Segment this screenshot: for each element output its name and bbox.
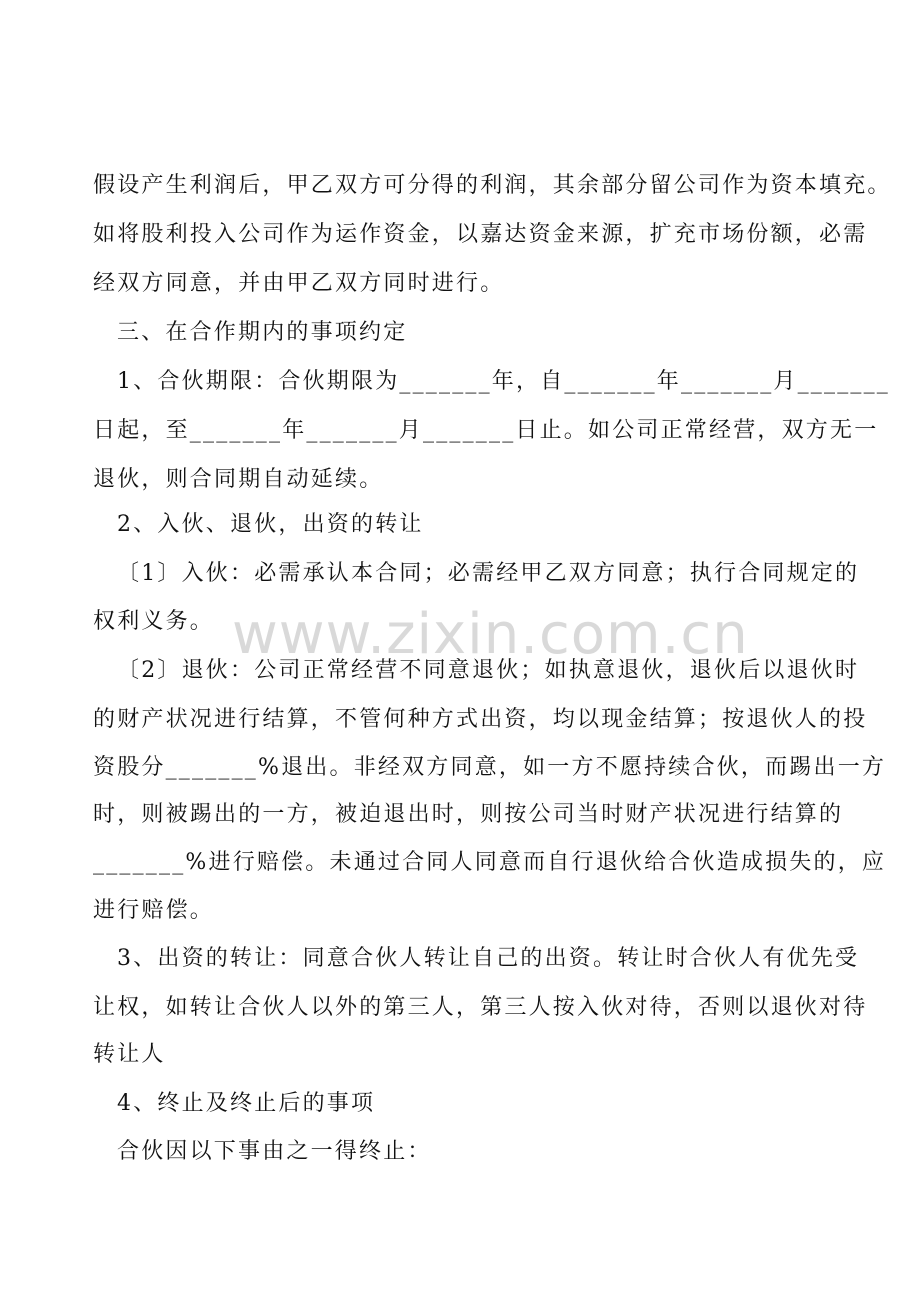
text-line: 〔1〕入伙：必需承认本合同；必需经甲乙双方同意；执行合同规定的: [117, 561, 860, 586]
section-heading: 2、入伙、退伙，出资的转让: [117, 512, 424, 537]
section-heading: 4、终止及终止后的事项: [117, 1091, 376, 1116]
text-line: 的财产状况进行结算，不管何种方式出资，均以现金结算；按退伙人的投: [93, 707, 868, 732]
section-heading: 三、在合作期内的事项约定: [117, 320, 408, 345]
text-line: 进行赔偿。: [93, 898, 215, 923]
text-line: 资股分_______%退出。非经双方同意，如一方不愿持续合伙，而踢出一方: [93, 755, 887, 780]
text-line: 合伙因以下事由之一得终止：: [117, 1139, 432, 1164]
section-heading: 3、出资的转让：同意合伙人转让自己的出资。转让时合伙人有优先受: [117, 946, 860, 971]
text-line: 日起，至_______年_______月_______日止。如公司正常经营，双方无一: [93, 418, 879, 443]
text-line: 如将股利投入公司作为运作资金，以嘉达资金来源，扩充市场份额，必需: [93, 222, 868, 247]
text-line: 转让人: [93, 1042, 166, 1067]
text-line: 〔2〕退伙：公司正常经营不同意退伙；如执意退伙，退伙后以退伙时: [117, 658, 860, 683]
text-line: 时，则被踢出的一方，被迫退出时，则按公司当时财产状况进行结算的: [93, 802, 844, 827]
watermark: www.zixin.com.cn: [232, 602, 749, 667]
text-line: 1、合伙期限：合伙期限为_______年，自_______年_______月_______: [117, 369, 890, 394]
text-line: 假设产生利润后，甲乙双方可分得的利润，其余部分留公司作为资本填充。: [93, 173, 892, 198]
text-line: 退伙，则合同期自动延续。: [93, 467, 384, 492]
text-line: 经双方同意，并由甲乙双方同时进行。: [93, 271, 505, 296]
text-line: 权利义务。: [93, 609, 215, 634]
text-line: 让权，如转让合伙人以外的第三人，第三人按入伙对待，否则以退伙对待: [93, 995, 868, 1020]
text-line: _______%进行赔偿。未通过合同人同意而自行退伙给合伙造成损失的，应: [93, 850, 887, 875]
